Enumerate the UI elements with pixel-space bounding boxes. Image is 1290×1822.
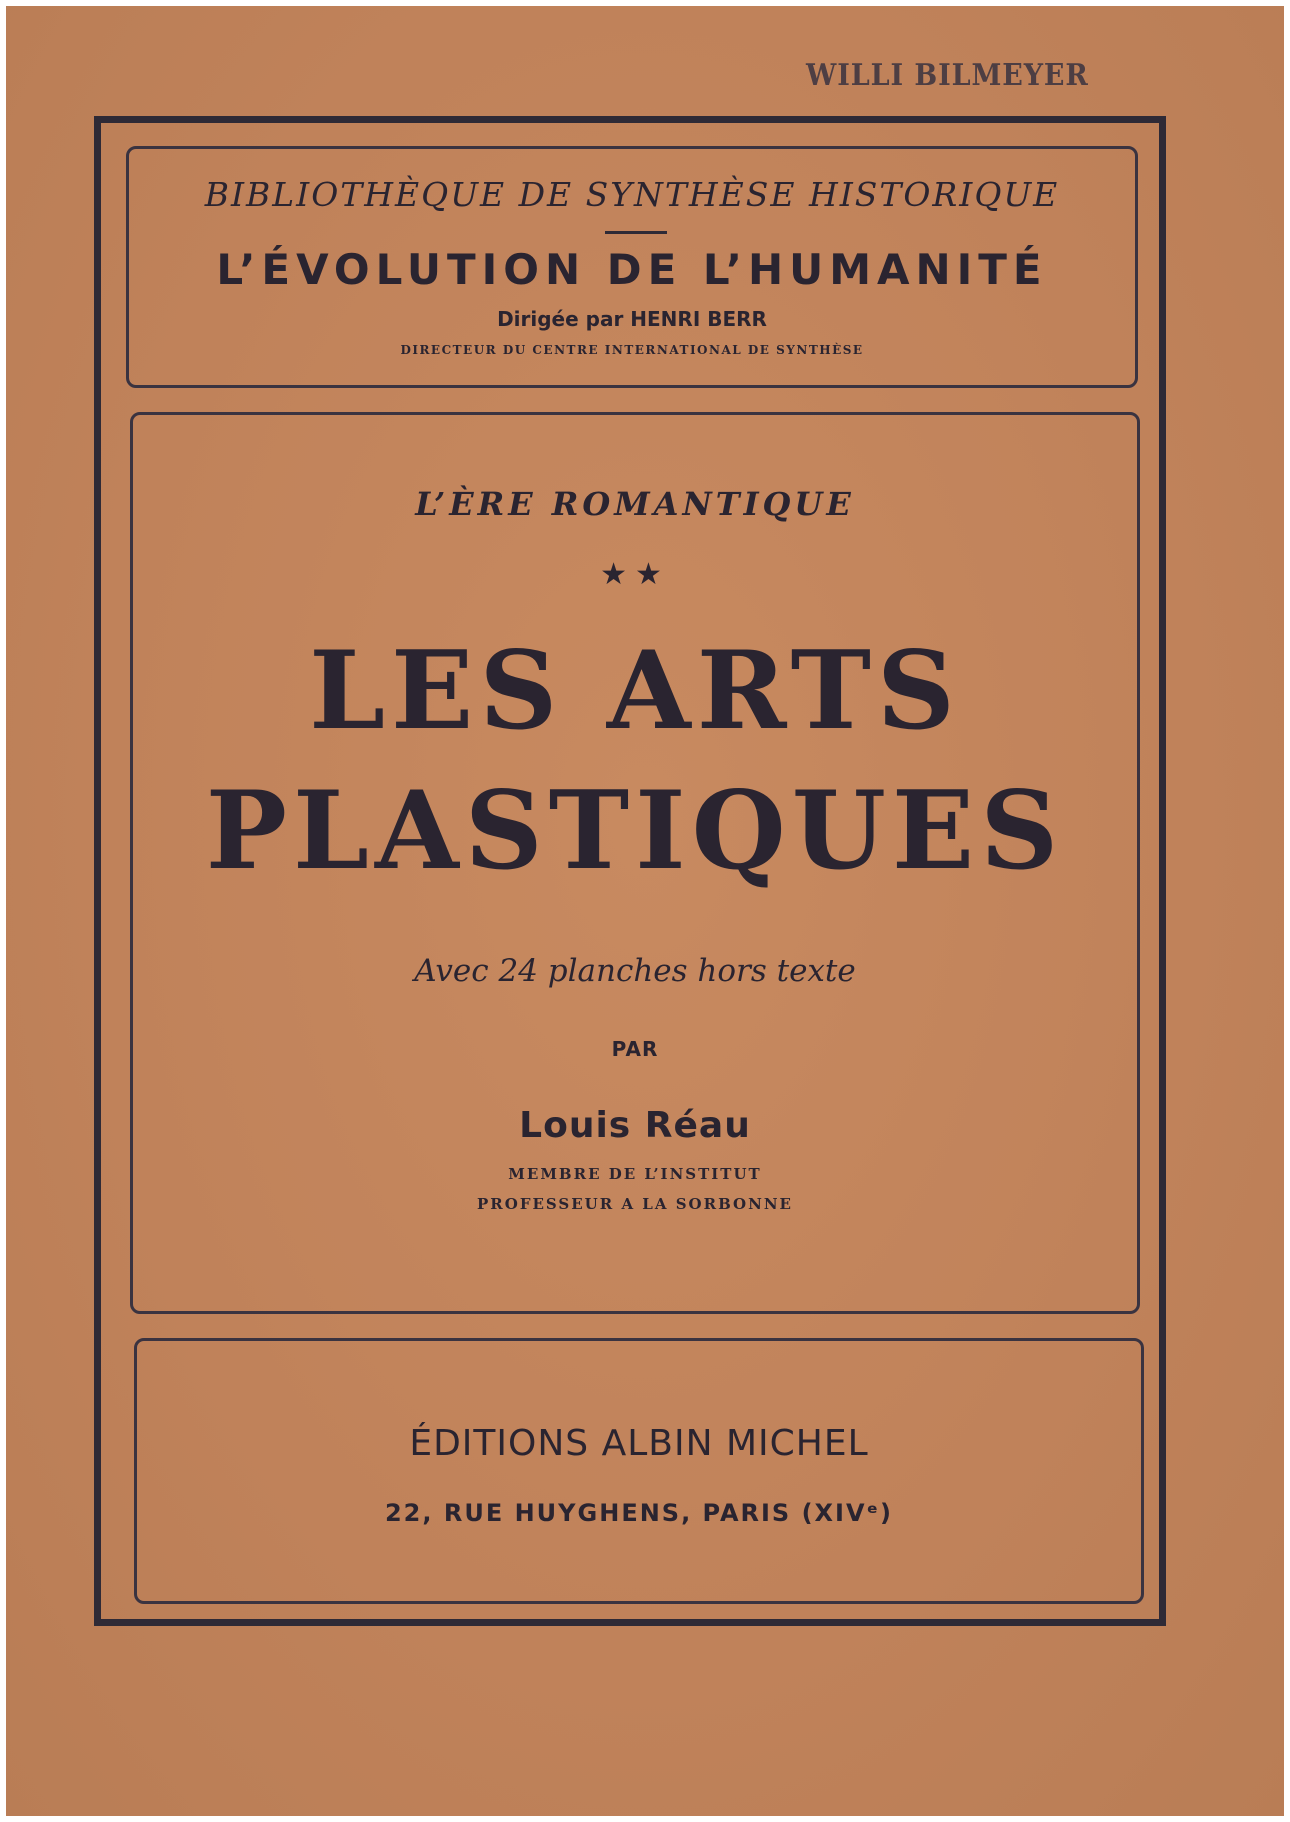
book-title-line-1: LES ARTS [309, 628, 961, 754]
series-panel [126, 146, 1138, 388]
book-cover [6, 6, 1284, 1816]
publisher-name: ÉDITIONS ALBIN MICHEL [409, 1423, 869, 1464]
by-label: PAR [611, 1037, 659, 1061]
era-subtitle: L’ÈRE ROMANTIQUE [415, 485, 855, 523]
volume-stars-icon: ★★ [600, 557, 670, 592]
series-divider [605, 231, 667, 234]
author-credential-1: MEMBRE DE L’INSTITUT [508, 1165, 762, 1183]
title-panel [130, 412, 1140, 1314]
owner-stamp: WILLI BILMEYER [806, 58, 1089, 93]
publisher-address: 22, RUE HUYGHENS, PARIS (XIVᵉ) [384, 1499, 894, 1527]
director-title: DIRECTEUR DU CENTRE INTERNATIONAL DE SYNTHÈSE [400, 343, 864, 357]
book-title-line-2: PLASTIQUES [205, 768, 1065, 894]
author-credential-2: PROFESSEUR A LA SORBONNE [477, 1195, 793, 1213]
collection-title: L’ÉVOLUTION DE L’HUMANITÉ [216, 245, 1048, 294]
publisher-panel [134, 1338, 1144, 1604]
author-name: Louis Réau [519, 1105, 751, 1146]
plates-note: Avec 24 planches hors texte [414, 953, 856, 989]
directed-by: Dirigée par HENRI BERR [497, 307, 767, 331]
series-title: BIBLIOTHÈQUE DE SYNTHÈSE HISTORIQUE [204, 175, 1060, 214]
